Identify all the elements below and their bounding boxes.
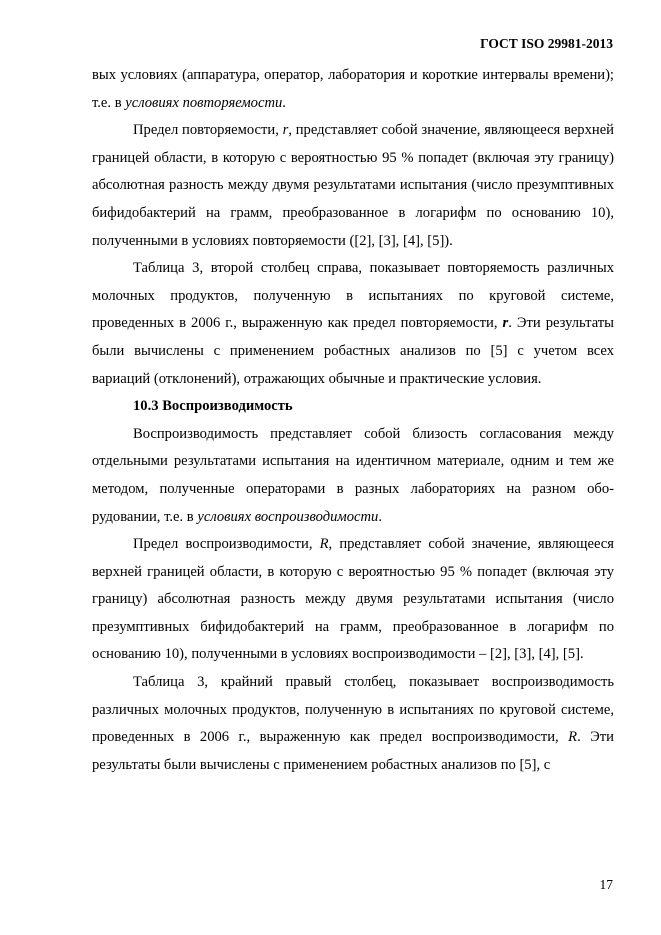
page-number: 17 bbox=[599, 877, 613, 892]
text-run: Предел повторяемости, bbox=[133, 122, 283, 139]
italic-term: условиях повторяемости bbox=[125, 94, 283, 111]
paragraph-reproducibility-definition bbox=[92, 421, 614, 531]
text-run: Таблица 3, второй столбец справа, показывает повторяемость различных молочных продуктов, полученную в испытаниях по круговой системе, проведенных в 2006 г., выраженную как предел повторяемости, bbox=[92, 260, 614, 332]
text-run: . Эти результаты были вычислены с применением робастных анализов по [5] с учетом всех вариаций (отклонений), отражающих обычные и практические условия. bbox=[92, 315, 614, 387]
paragraph-table3-reproducibility bbox=[92, 669, 614, 779]
italic-term: условиях воспроизводимости bbox=[197, 508, 379, 525]
text-run: . Эти результаты были вычислены с применением робастных анализов по [5], с bbox=[92, 729, 614, 773]
paragraph-repeatability-limit bbox=[92, 117, 614, 255]
text-run: Воспроизводимость представляет собой близость согласования между отдельными результатами испытания на идентичном материале, одним и тем же методом, полученные операторами в разных лабораториях на разном оборудовании, т.е. в bbox=[92, 425, 614, 525]
section-heading-reproducibility: 10.3 Воспроизводимость bbox=[133, 398, 293, 415]
paragraph-continuation bbox=[92, 62, 614, 117]
document-code-header: ГОСТ ISO 29981-2013 bbox=[480, 36, 613, 51]
variable-R: R bbox=[319, 536, 329, 553]
text-run: . bbox=[282, 94, 286, 111]
variable-r: r bbox=[282, 122, 289, 139]
paragraph-table3-repeatability bbox=[92, 255, 614, 393]
text-run: Таблица 3, крайний правый столбец, показывает воспроизводимость различных молочных продуктов, полученную в испытаниях по круговой системе, проведенных в 2006 г., выраженную как предел воспроизводимости, bbox=[92, 674, 614, 746]
text-run: , представляет собой значение, являющееся верхней границей области, в которую с вероятностью 95 % попадет (включая эту границу) абсолютная разность между двумя результатами испытания (число презумптивных бифидобактерий на грамм, преобразованное в логарифм по основанию 10), полученными в условиях повторяемости ([2], [3], [4], [5]). bbox=[92, 122, 614, 249]
page-body bbox=[92, 62, 614, 779]
text-run: вых условиях (аппаратура, оператор, лаборатория и короткие интервалы времени); т.е. в bbox=[92, 67, 614, 111]
text-run: Предел воспроизводимости, bbox=[133, 536, 320, 553]
text-run: , представляет собой значение, являющееся верхней границей области, в которую с вероятностью 95 % попадет (включая эту границу) абсолютная разность между двумя результатами испытания (число презумптивных бифидобактерий на грамм, преобразованное в логарифм по основанию 10), полученными в условиях воспроизводимости – [2], [3], [4], [5]. bbox=[92, 536, 614, 663]
text-run: . bbox=[378, 508, 382, 525]
variable-R: R bbox=[568, 729, 578, 746]
variable-r-bold: r bbox=[502, 315, 509, 332]
paragraph-reproducibility-limit bbox=[92, 531, 614, 669]
